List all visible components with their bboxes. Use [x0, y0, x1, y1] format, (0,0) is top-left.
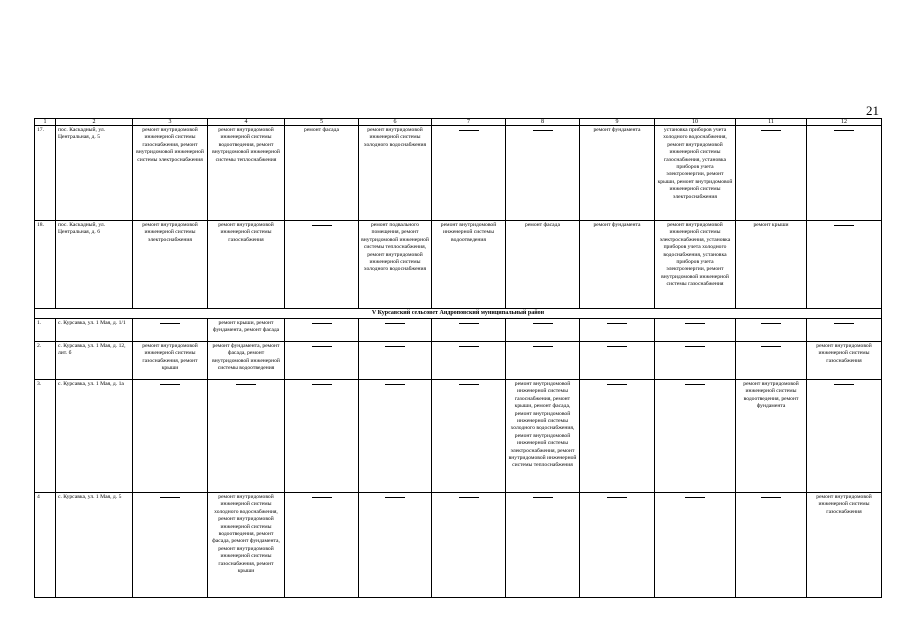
dash-mark: [607, 497, 627, 498]
section-header-row: [35, 309, 882, 319]
empty-cell: [580, 493, 655, 598]
repair-work-cell: ремонт подвального помещения, ремонт внутридомовой инженерной системы теплоснабжения, ремонт внутридомовой инженерной системы холодного водоснабжения: [359, 221, 432, 309]
empty-cell: [359, 380, 432, 493]
repair-work-cell: ремонт внутридомовой инженерной системы газоснабжения, ремонт крыши, ремонт фасада, ремонт внутридомовой инженерной системы холодного водоснабжения, ремонт внутридомовой инженерной системы электроснабжения, ремонт внутридомовой инженерной системы теплоснабжения: [506, 380, 580, 493]
table-row: [35, 342, 882, 380]
column-number: 11: [736, 119, 807, 126]
empty-cell: [133, 380, 208, 493]
dash-mark: [685, 346, 705, 347]
section-title: V Курсавский сельсовет Андроповский муниципальный район: [35, 309, 882, 319]
table-row: [35, 380, 882, 493]
dash-mark: [459, 346, 479, 347]
dash-mark: [607, 323, 627, 324]
column-number: 2: [56, 119, 133, 126]
dash-mark: [761, 323, 781, 324]
dash-mark: [834, 225, 854, 226]
dash-mark: [385, 384, 405, 385]
building-address: с. Курсавка, ул. 1 Мая, д. 1/1: [56, 319, 133, 342]
empty-cell: [655, 380, 736, 493]
empty-cell: [655, 342, 736, 380]
empty-cell: [736, 126, 807, 221]
empty-cell: [580, 380, 655, 493]
empty-cell: [506, 342, 580, 380]
empty-cell: [807, 380, 882, 493]
dash-mark: [385, 497, 405, 498]
empty-cell: [736, 493, 807, 598]
empty-cell: [285, 493, 359, 598]
dash-mark: [607, 346, 627, 347]
repair-work-cell: ремонт фасада: [506, 221, 580, 309]
page-number: 21: [866, 103, 879, 118]
dash-mark: [685, 497, 705, 498]
empty-cell: [580, 342, 655, 380]
repair-work-cell: ремонт фундамента: [580, 221, 655, 309]
repair-work-cell: ремонт внутридомовой инженерной системы газоснабжения: [807, 493, 882, 598]
repair-work-cell: ремонт внутридомовой инженерной системы водоотведения, ремонт фундамента: [736, 380, 807, 493]
dash-mark: [160, 497, 180, 498]
dash-mark: [761, 130, 781, 131]
row-number: 2.: [35, 342, 56, 380]
column-number: 12: [807, 119, 882, 126]
building-address: пос. Каскадный, ул. Центральная, д. 5: [56, 126, 133, 221]
empty-cell: [506, 493, 580, 598]
column-number: 3: [133, 119, 208, 126]
empty-cell: [285, 319, 359, 342]
table-row: [35, 319, 882, 342]
building-address: пос. Каскадный, ул. Центральная, д. 6: [56, 221, 133, 309]
dash-mark: [385, 346, 405, 347]
dash-mark: [459, 497, 479, 498]
repair-work-cell: ремонт фундамента: [580, 126, 655, 221]
dash-mark: [385, 323, 405, 324]
empty-cell: [285, 342, 359, 380]
empty-cell: [359, 342, 432, 380]
dash-mark: [312, 384, 332, 385]
empty-cell: [432, 342, 506, 380]
row-number: 17.: [35, 126, 56, 221]
dash-mark: [533, 497, 553, 498]
column-number: 9: [580, 119, 655, 126]
dash-mark: [312, 346, 332, 347]
empty-cell: [133, 493, 208, 598]
repair-work-cell: ремонт внутридомовой инженерной системы холодного водоснабжения: [359, 126, 432, 221]
empty-cell: [580, 319, 655, 342]
empty-cell: [506, 319, 580, 342]
repair-schedule-table: [34, 118, 882, 598]
dash-mark: [312, 225, 332, 226]
repair-work-cell: ремонт крыши, ремонт фундамента, ремонт фасада: [208, 319, 285, 342]
table-row: [35, 493, 882, 598]
dash-mark: [160, 384, 180, 385]
dash-mark: [160, 323, 180, 324]
building-address: с. Курсавка, ул. 1 Мая, д. 1а: [56, 380, 133, 493]
dash-mark: [761, 346, 781, 347]
repair-work-cell: ремонт внутридомовой инженерной системы электроснабжения, установка приборов учета холодного водоснабжения, установка приборов учета электроэнергии, ремонт внутридомовой инженерной системы газоснабжения: [655, 221, 736, 309]
building-address: с. Курсавка, ул. 1 Мая, д. 12, лит. б: [56, 342, 133, 380]
repair-work-cell: ремонт внутридомовой инженерной системы газоснабжения, ремонт крыши: [133, 342, 208, 380]
repair-work-cell: ремонт внутридомовой инженерной системы газоснабжения, ремонт внутридомовой инженерной системы электроснабжения: [133, 126, 208, 221]
empty-cell: [807, 319, 882, 342]
column-number: 5: [285, 119, 359, 126]
empty-cell: [655, 319, 736, 342]
dash-mark: [607, 384, 627, 385]
empty-cell: [432, 319, 506, 342]
empty-cell: [359, 319, 432, 342]
repair-work-cell: ремонт фасада: [285, 126, 359, 221]
empty-cell: [359, 493, 432, 598]
building-address: с. Курсавка, ул. 1 Мая, д. 5: [56, 493, 133, 598]
dash-mark: [834, 384, 854, 385]
repair-work-cell: ремонт внутридомовой инженерной системы электроснабжения: [133, 221, 208, 309]
empty-cell: [285, 380, 359, 493]
dash-mark: [761, 497, 781, 498]
empty-cell: [208, 380, 285, 493]
empty-cell: [807, 221, 882, 309]
row-number: 18.: [35, 221, 56, 309]
row-number: 1.: [35, 319, 56, 342]
column-number: 1: [35, 119, 56, 126]
repair-work-cell: ремонт внутридомовой инженерной системы водоотведения, ремонт внутридомовой инженерной системы теплоснабжения: [208, 126, 285, 221]
dash-mark: [685, 384, 705, 385]
dash-mark: [459, 384, 479, 385]
column-number: 4: [208, 119, 285, 126]
dash-mark: [834, 130, 854, 131]
repair-work-cell: ремонт крыши: [736, 221, 807, 309]
empty-cell: [655, 493, 736, 598]
empty-cell: [506, 126, 580, 221]
dash-mark: [459, 130, 479, 131]
dash-mark: [834, 323, 854, 324]
empty-cell: [133, 319, 208, 342]
empty-cell: [736, 342, 807, 380]
dash-mark: [459, 323, 479, 324]
empty-cell: [432, 493, 506, 598]
dash-mark: [533, 130, 553, 131]
column-number-row: [35, 119, 882, 126]
dash-mark: [533, 323, 553, 324]
row-number: 3.: [35, 380, 56, 493]
empty-cell: [285, 221, 359, 309]
repair-work-cell: ремонт внутридомовой инженерной системы водоотведения: [432, 221, 506, 309]
dash-mark: [685, 323, 705, 324]
column-number: 7: [432, 119, 506, 126]
row-number: 4: [35, 493, 56, 598]
table-row: [35, 221, 882, 309]
empty-cell: [432, 380, 506, 493]
repair-work-cell: ремонт внутридомовой инженерной системы холодного водоснабжения, ремонт внутридомовой инженерной системы водоотведения, ремонт фасада, ремонт фундамента, ремонт внутридомовой инженерной системы газоснабжения, ремонт крыши: [208, 493, 285, 598]
column-number: 6: [359, 119, 432, 126]
table-row: [35, 126, 882, 221]
column-number: 10: [655, 119, 736, 126]
dash-mark: [533, 346, 553, 347]
dash-mark: [312, 323, 332, 324]
repair-work-cell: установка приборов учета холодного водоснабжения, ремонт внутридомовой инженерной системы газоснабжения, установка приборов учета электроэнергии, ремонт крыши, ремонт внутридомовой инженерной системы электроснабжения: [655, 126, 736, 221]
repair-work-cell: ремонт фундамента, ремонт фасада, ремонт внутридомовой инженерной системы водоотведения: [208, 342, 285, 380]
dash-mark: [312, 497, 332, 498]
repair-work-cell: ремонт внутридомовой инженерной системы газоснабжения: [807, 342, 882, 380]
repair-work-cell: ремонт внутридомовой инженерной системы газоснабжения: [208, 221, 285, 309]
dash-mark: [236, 384, 256, 385]
empty-cell: [432, 126, 506, 221]
column-number: 8: [506, 119, 580, 126]
empty-cell: [807, 126, 882, 221]
empty-cell: [736, 319, 807, 342]
